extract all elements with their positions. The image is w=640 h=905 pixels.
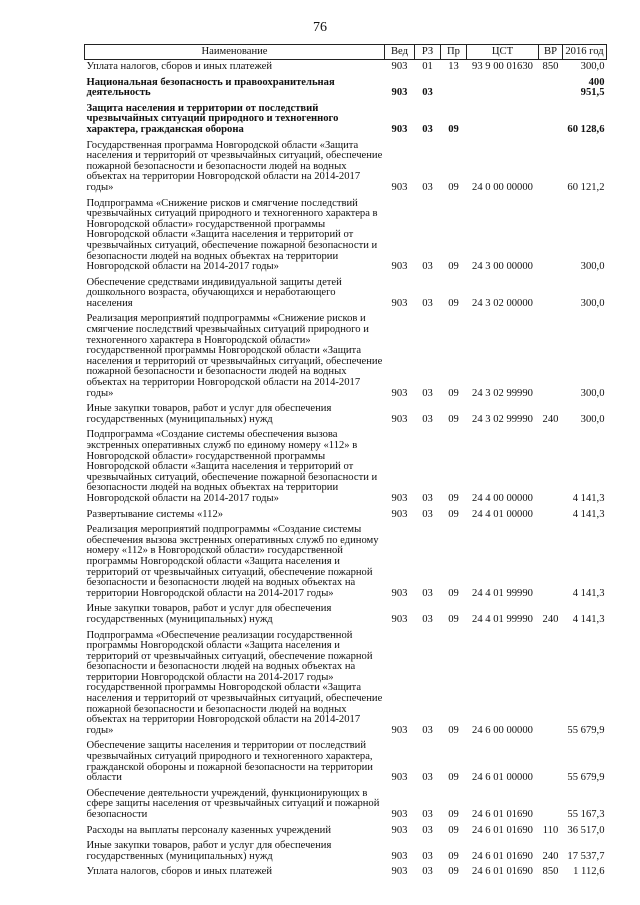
- table-row: [85, 76, 607, 102]
- header-year: 2016 год: [563, 45, 607, 60]
- cell-pr: 09: [448, 724, 459, 736]
- cell-name: Обеспечение защиты населения и территории от последствий чрезвычайных ситуаций природного и техногенного характера, гражданской обороны и пожарной безопасности на территории области: [86, 740, 373, 784]
- table-row: [85, 839, 607, 865]
- cell-amount: 60 128,6: [567, 123, 605, 135]
- cell-amount: 4 141,3: [572, 492, 605, 504]
- table-body: [85, 60, 607, 881]
- table-row: [85, 197, 607, 276]
- cell-cst: 24 3 02 99990: [472, 413, 533, 425]
- cell-amount: 60 121,2: [567, 181, 605, 193]
- cell-rz: 03: [422, 413, 433, 425]
- header-pr: Пр: [441, 45, 467, 60]
- cell-pr: 09: [448, 387, 459, 399]
- cell-ved: 903: [391, 613, 408, 625]
- table-row: [85, 602, 607, 628]
- cell-cst: 24 6 01 00000: [472, 772, 533, 784]
- cell-rz: 03: [422, 587, 433, 599]
- table-row: [85, 402, 607, 428]
- cell-amount: 300,0: [580, 413, 605, 425]
- cell-rz: 03: [422, 123, 433, 135]
- table-row: [85, 865, 607, 881]
- cell-ved: 903: [391, 123, 408, 135]
- cell-pr: 09: [448, 492, 459, 504]
- cell-pr: 09: [448, 613, 459, 625]
- cell-ved: 903: [391, 724, 408, 736]
- cell-rz: 03: [422, 508, 433, 520]
- cell-ved: 903: [391, 587, 408, 599]
- cell-cst: 24 3 02 99990: [472, 387, 533, 399]
- cell-cst: [467, 102, 539, 139]
- table-row: [85, 102, 607, 139]
- cell-pr: 09: [448, 850, 459, 862]
- cell-ved: 903: [391, 87, 408, 99]
- cell-pr: 09: [448, 413, 459, 425]
- page-number: 76: [313, 20, 327, 35]
- cell-name: Иные закупки товаров, работ и услуг для обеспечения государственных (муниципальных) нужд: [86, 403, 332, 425]
- cell-amount: 300,0: [580, 61, 605, 72]
- cell-rz: 03: [422, 613, 433, 625]
- cell-rz: 03: [422, 809, 433, 820]
- cell-ved: 903: [391, 61, 408, 72]
- cell-ved: 903: [391, 387, 408, 399]
- cell-name: Уплата налогов, сборов и иных платежей: [86, 61, 273, 72]
- cell-ved: 903: [391, 508, 408, 520]
- cell-cst: 24 3 00 00000: [472, 261, 533, 273]
- cell-amount: 400 951,5: [580, 76, 605, 99]
- cell-pr: 09: [448, 508, 459, 520]
- cell-ved: 903: [391, 809, 408, 820]
- cell-pr: 09: [448, 261, 459, 273]
- cell-rz: 03: [422, 772, 433, 784]
- table-row: [85, 523, 607, 602]
- cell-cst: 24 6 01 01690: [472, 824, 533, 836]
- cell-cst: 24 6 01 01690: [472, 866, 533, 878]
- table-row: [85, 428, 607, 507]
- cell-name: Реализация мероприятий подпрограммы «Создание системы обеспечения вызова экстренных оперативных служб по единому номеру «112» в Новгородской области» государственной программы Новгородской области «Защита населения и территорий от чрезвычайных ситуаций, обеспечение пожарной безопасности и безопасности людей на водных объектах на территории Новгородской области на 2014-2017 годы»: [86, 524, 379, 599]
- cell-cst: 24 3 02 00000: [472, 297, 533, 309]
- cell-ved: 903: [391, 772, 408, 784]
- cell-name: Национальная безопасность и правоохранительная деятельность: [86, 76, 335, 99]
- header-cst: ЦСТ: [467, 45, 539, 60]
- cell-rz: 03: [422, 261, 433, 273]
- cell-amount: 55 167,3: [567, 809, 605, 820]
- cell-vr: [539, 139, 563, 197]
- table-row: [85, 276, 607, 313]
- cell-name: Подпрограмма «Обеспечение реализации государственной программы Новгородской области «Защита населения и территорий от чрезвычайных ситуаций, обеспечение пожарной безопасности и безопасности людей на водных объектах на территории Новгородской области на 2014-2017 годы» государственной программы Новгородской области «Защита населения и территорий от чрезвычайных ситуаций, обеспечение пожарной безопасности и безопасности людей на водных объектах на территории Новгородской области на 2014-2017 годы»: [86, 629, 383, 736]
- header-ved: Вед: [385, 45, 415, 60]
- cell-rz: 03: [422, 850, 433, 862]
- cell-ved: 903: [391, 866, 408, 878]
- cell-rz: 03: [422, 181, 433, 193]
- table-row: [85, 139, 607, 197]
- cell-cst: 24 6 00 00000: [472, 724, 533, 736]
- cell-vr: 850: [542, 61, 559, 72]
- cell-name: Подпрограмма «Снижение рисков и смягчение последствий чрезвычайных ситуаций природного и техногенного характера в Новгородской области» государственной программы Новгородской области «Защита населения и территорий от чрезвычайных ситуаций, обеспечение пожарной безопасности и безопасности людей на водных объектах на территории Новгородской области на 2014-2017 годы»: [86, 197, 378, 273]
- cell-pr: 09: [448, 297, 459, 309]
- cell-cst: 93 9 00 01630: [472, 61, 533, 72]
- cell-vr: [539, 508, 563, 524]
- cell-vr: [539, 629, 563, 740]
- cell-ved: 903: [391, 824, 408, 836]
- table-row: [85, 60, 607, 76]
- cell-cst: 24 4 01 00000: [472, 508, 533, 520]
- cell-ved: 903: [391, 850, 408, 862]
- table-row: [85, 824, 607, 840]
- cell-vr: [539, 739, 563, 786]
- cell-cst: 24 4 01 99990: [472, 587, 533, 599]
- cell-vr: [539, 76, 563, 102]
- cell-amount: 300,0: [580, 261, 605, 273]
- cell-ved: 903: [391, 413, 408, 425]
- cell-cst: 24 4 01 99990: [472, 613, 533, 625]
- cell-vr: 240: [542, 413, 559, 425]
- cell-vr: [539, 787, 563, 824]
- cell-amount: 4 141,3: [572, 587, 605, 599]
- cell-cst: [467, 76, 539, 102]
- cell-amount: 300,0: [580, 297, 605, 309]
- table-row: [85, 629, 607, 740]
- cell-name: Государственная программа Новгородской области «Защита населения и территорий от чрезвычайных ситуаций, обеспечение пожарной безопасности и безопасности людей на водных объектах на территории Новгородской области на 2014-2017 годы»: [86, 139, 383, 193]
- cell-amount: 1 112,6: [573, 866, 605, 878]
- cell-pr: 09: [448, 824, 459, 836]
- cell-rz: 03: [422, 824, 433, 836]
- cell-ved: 903: [391, 297, 408, 309]
- cell-pr: 09: [448, 181, 459, 193]
- cell-vr: [539, 312, 563, 402]
- cell-vr: [539, 523, 563, 602]
- cell-cst: 24 6 01 01690: [472, 850, 533, 862]
- cell-name: Расходы на выплаты персоналу казенных учреждений: [86, 824, 331, 836]
- header-rz: РЗ: [415, 45, 441, 60]
- cell-name: Обеспечение средствами индивидуальной защиты детей дошкольного возраста, обучающихся и неработающего населения: [86, 276, 342, 309]
- cell-vr: 240: [542, 613, 559, 625]
- cell-vr: [539, 197, 563, 276]
- cell-name: Уплата налогов, сборов и иных платежей: [86, 866, 273, 878]
- cell-pr: 09: [448, 866, 459, 878]
- cell-rz: 03: [422, 866, 433, 878]
- cell-rz: 03: [422, 387, 433, 399]
- cell-pr: 09: [448, 587, 459, 599]
- cell-name: Защита населения и территории от последствий чрезвычайных ситуаций природного и техногенного характера, гражданская оборона: [86, 102, 339, 135]
- cell-name: Иные закупки товаров, работ и услуг для обеспечения государственных (муниципальных) нужд: [86, 840, 332, 862]
- cell-rz: 03: [422, 492, 433, 504]
- cell-amount: 4 141,3: [572, 508, 605, 520]
- table-row: [85, 508, 607, 524]
- cell-ved: 903: [391, 261, 408, 273]
- cell-name: Иные закупки товаров, работ и услуг для обеспечения государственных (муниципальных) нужд: [86, 603, 332, 625]
- header-row: [85, 45, 607, 60]
- cell-amount: 55 679,9: [567, 724, 605, 736]
- cell-pr: 09: [448, 772, 459, 784]
- cell-amount: 4 141,3: [572, 613, 605, 625]
- cell-pr: 09: [448, 123, 459, 135]
- cell-name: Подпрограмма «Создание системы обеспечения вызова экстренных оперативных служб по единому номеру «112» в Новгородской области» государственной программы Новгородской области «Защита населения и территорий от чрезвычайных ситуаций, обеспечение пожарной безопасности и безопасности людей на водных объектах на территории Новгородской области на 2014-2017 годы»: [86, 429, 378, 504]
- cell-vr: [539, 276, 563, 313]
- cell-vr: 850: [542, 866, 559, 878]
- cell-amount: 300,0: [580, 387, 605, 399]
- cell-name: Обеспечение деятельности учреждений, функционирующих в сфере защиты населения от чрезвычайных ситуаций и пожарной безопасности: [86, 787, 380, 820]
- cell-rz: 01: [422, 61, 433, 72]
- cell-ved: 903: [391, 492, 408, 504]
- table-header: [85, 45, 607, 60]
- cell-pr: 09: [448, 809, 459, 820]
- budget-table: [84, 44, 607, 881]
- table-row: [85, 312, 607, 402]
- cell-ved: 903: [391, 181, 408, 193]
- cell-amount: 36 517,0: [567, 824, 605, 836]
- cell-amount: 55 679,9: [567, 772, 605, 784]
- cell-vr: 240: [542, 850, 559, 862]
- cell-vr: 110: [542, 824, 559, 836]
- table-row: [85, 739, 607, 786]
- header-vr: ВР: [539, 45, 563, 60]
- cell-vr: [539, 102, 563, 139]
- cell-name: Развертывание системы «112»: [86, 508, 224, 520]
- cell-pr: [441, 76, 467, 102]
- cell-name: Реализация мероприятий подпрограммы «Снижение рисков и смягчение последствий чрезвычайных ситуаций природного и техногенного характера в Новгородской области» государственной программы Новгородской области «Защита населения и территорий от чрезвычайных ситуаций, обеспечение пожарной безопасности и безопасности людей на водных объектах на территории Новгородской области на 2014-2017 годы»: [86, 313, 383, 399]
- cell-rz: 03: [422, 724, 433, 736]
- cell-rz: 03: [422, 297, 433, 309]
- cell-cst: 24 4 00 00000: [472, 492, 533, 504]
- header-name: Наименование: [85, 45, 385, 60]
- table-row: [85, 787, 607, 824]
- cell-cst: 24 0 00 00000: [472, 181, 533, 193]
- cell-vr: [539, 428, 563, 507]
- cell-amount: 17 537,7: [567, 850, 605, 862]
- cell-rz: 03: [422, 87, 433, 99]
- cell-cst: 24 6 01 01690: [472, 809, 533, 820]
- cell-pr: 13: [448, 61, 459, 72]
